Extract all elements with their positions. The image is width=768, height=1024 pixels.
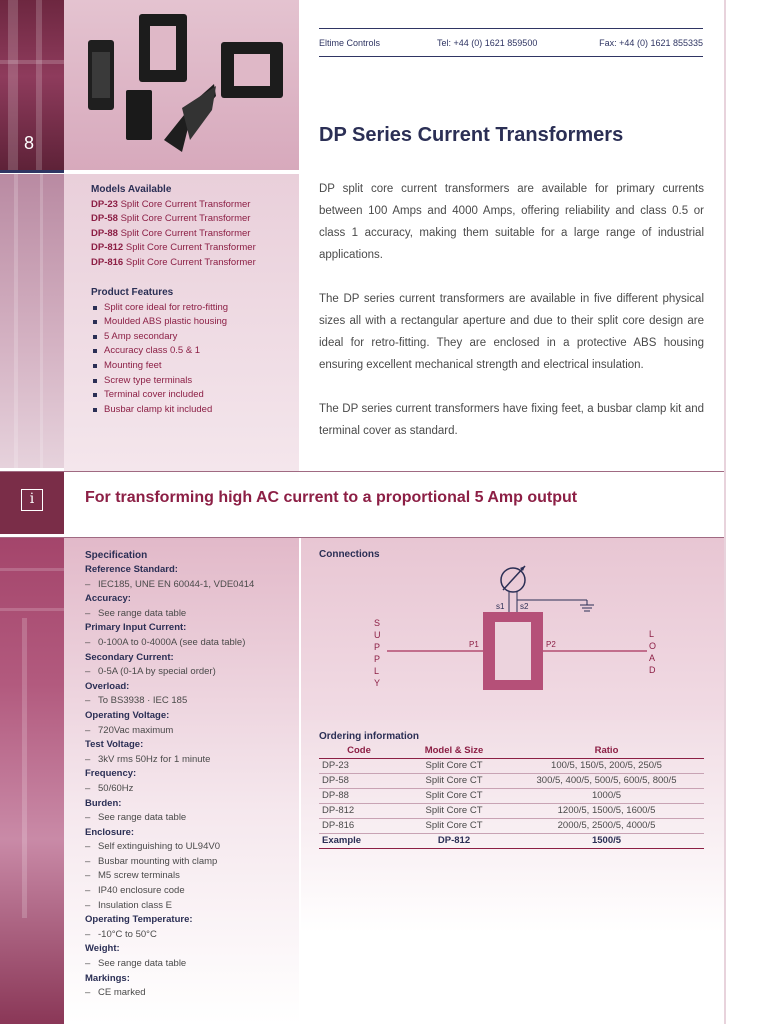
load-letter: L [649,629,655,639]
spec-value: – IP40 enclosure code [85,884,295,899]
cell-ratio: 1000/5 [509,788,704,803]
spec-label: Test Voltage: [85,739,144,751]
model-desc: Split Core Current Transformer [120,198,251,210]
table-row [319,773,704,788]
supply-label [374,618,381,688]
table-row [319,803,704,818]
spec-label: Burden: [85,797,122,809]
intro-paragraph-3: The DP series current transformers have fixing feet, a busbar clamp kit and terminal cover as standard. [319,403,704,437]
ordering-table [319,743,704,849]
supply-letter: P [374,642,381,652]
spec-value: – See range data table [85,811,295,826]
model-item [91,241,296,256]
cell-code: DP-23 [319,758,399,773]
spec-label: Operating Temperature: [85,914,193,926]
spec-value: – CE marked [85,986,295,1001]
table-row [319,818,704,833]
cell-model: Split Core CT [399,818,509,833]
model-code: DP-812 [91,242,124,254]
features-list [91,286,296,417]
feature-item: Accuracy class 0.5 & 1 [91,344,296,359]
contact-header [319,28,703,57]
cell-code: DP-816 [319,818,399,833]
section-divider-bottom [0,537,725,538]
ordering-header-row [319,743,704,758]
model-desc: Split Core Current Transformer [120,227,251,239]
page-number: 8 [24,133,35,153]
feature-item: Terminal cover included [91,388,296,403]
section-headline: For transforming high AC current to a proportional 5 Amp output [85,489,578,506]
feature-item: Split core ideal for retro-fitting [91,301,296,316]
decorative-photo-strip-middle [0,174,64,468]
cell-code: DP-812 [319,803,399,818]
spec-value: – To BS3938 · IEC 185 [85,694,295,709]
spec-value: – -10°C to 50°C [85,928,295,943]
info-icon: i [21,489,43,511]
intro-paragraph-2: The DP series current transformers are available in five different physical sizes all with a rectangular aperture and due to their split core design are ideal for retro-fitting. They are enclosed in a protective ABS housing ensuring excellent mechanical strength and electrical insulation. [319,293,704,371]
feature-item: Screw type terminals [91,374,296,389]
spec-value: – See range data table [85,957,295,972]
p1-label: P1 [469,640,479,649]
spec-label: Enclosure: [85,826,135,838]
s2-label: s2 [520,602,529,611]
telephone: Tel: +44 (0) 1621 859500 [437,38,538,48]
supply-letter: Y [374,678,381,688]
supply-letter: L [374,666,380,676]
load-letter: O [649,641,657,651]
cell-model: Split Core CT [399,773,509,788]
table-row [319,788,704,803]
cell-model: Split Core CT [399,758,509,773]
spec-label: Secondary Current: [85,651,174,663]
spec-label: Frequency: [85,768,137,780]
cell-ratio: 300/5, 400/5, 500/5, 600/5, 800/5 [509,773,704,788]
feature-item: 5 Amp secondary [91,330,296,345]
spec-label: Reference Standard: [85,564,178,575]
cell-ratio: 100/5, 150/5, 200/5, 250/5 [509,758,704,773]
p2-label: P2 [546,640,556,649]
spec-value: – See range data table [85,607,295,622]
table-row [319,758,704,773]
product-photo [64,0,299,170]
cell-model: Split Core CT [399,788,509,803]
spec-label: Primary Input Current: [85,622,187,634]
cell-model: Split Core CT [399,803,509,818]
model-code: DP-23 [91,198,118,210]
fax: Fax: +44 (0) 1621 855335 [599,38,703,48]
page-title: DP Series Current Transformers [319,124,624,146]
connections-heading: Connections [319,549,380,560]
spec-value: – 50/60Hz [85,782,295,797]
example-row [319,833,704,848]
spec-value: – 720Vac maximum [85,724,295,739]
cell-code: Example [319,833,399,848]
connections-diagram [301,560,725,720]
s1-label: s1 [496,602,505,611]
model-item [91,227,296,242]
spec-label: Operating Voltage: [85,709,170,721]
cell-ratio: 2000/5, 2500/5, 4000/5 [509,818,704,833]
specification-list [85,548,295,1001]
cell-ratio: 1500/5 [509,833,704,848]
spec-value: – IEC185, UNE EN 60044-1, VDE0414 [85,578,295,593]
spec-value: – Insulation class E [85,899,295,914]
section-divider-top [0,471,725,472]
cell-code: DP-58 [319,773,399,788]
spec-value: – M5 screw terminals [85,869,295,884]
spec-value: – 0-5A (0-1A by special order) [85,665,295,680]
supply-letter: S [374,618,381,628]
ordering-heading: Ordering information [319,731,419,742]
spec-value: – Busbar mounting with clamp [85,855,295,870]
spec-value: – 0-100A to 0-4000A (see data table) [85,636,295,651]
spec-value: – Self extinguishing to UL94V0 [85,840,295,855]
load-letter: D [649,665,656,675]
features-heading: Product Features [91,287,174,298]
intro-paragraph-1: DP split core current transformers are available for primary currents between 100 Amps and 4000 Amps, offering reliability and class 0.5 or class 1 accuracy, making them suitable for a large range of industrial applications. [319,183,704,261]
strip-divider [0,170,64,173]
spec-label: Weight: [85,943,120,955]
feature-item: Mounting feet [91,359,296,374]
models-list [91,183,296,271]
load-letter: A [649,653,656,663]
model-code: DP-58 [91,213,118,225]
model-desc: Split Core Current Transformer [120,213,251,225]
column-header: Model & Size [399,743,509,758]
spec-label: Overload: [85,680,130,692]
model-item [91,198,296,213]
cell-ratio: 1200/5, 1500/5, 1600/5 [509,803,704,818]
model-item [91,256,296,271]
feature-item: Busbar clamp kit included [91,403,296,418]
model-code: DP-816 [91,256,124,268]
decorative-photo-strip-bottom [0,538,64,1024]
column-header: Ratio [509,743,704,758]
spec-label: Accuracy: [85,593,131,605]
cell-model: DP-812 [399,833,509,848]
supply-letter: P [374,654,381,664]
model-code: DP-88 [91,227,118,239]
spec-label: Markings: [85,972,130,984]
right-edge-rule [724,0,726,1024]
specification-heading: Specification [85,550,148,561]
supply-letter: U [374,630,381,640]
column-header: Code [319,743,399,758]
cell-code: DP-88 [319,788,399,803]
models-heading: Models Available [91,184,172,195]
company-name: Eltime Controls [319,38,381,48]
feature-item: Moulded ABS plastic housing [91,315,296,330]
model-desc: Split Core Current Transformer [125,256,256,268]
load-label [649,629,656,675]
spec-value: – 3kV rms 50Hz for 1 minute [85,753,295,768]
product-photo-panel [64,0,299,170]
model-desc: Split Core Current Transformer [125,242,256,254]
model-item [91,212,296,227]
